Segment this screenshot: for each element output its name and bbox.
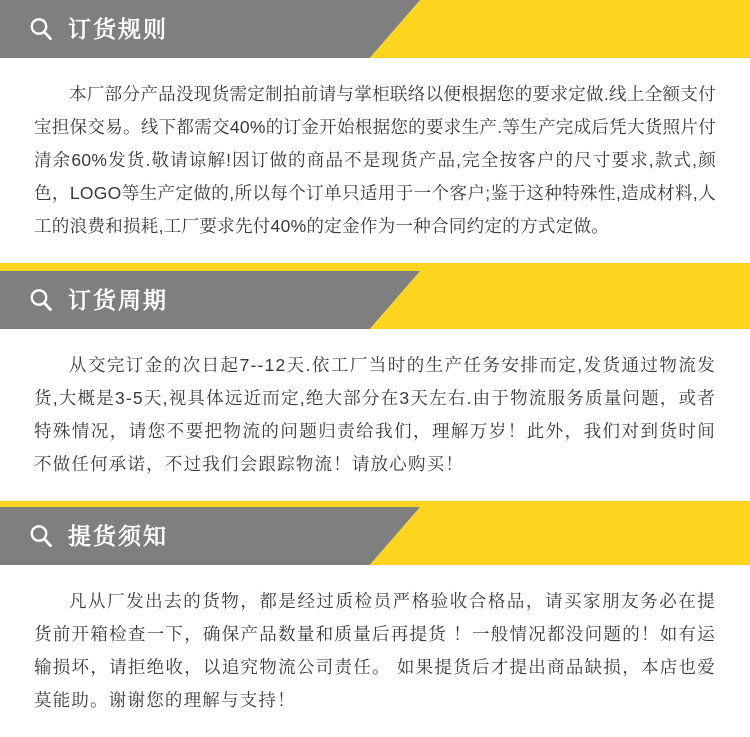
magnifier-icon — [28, 523, 54, 549]
section-order-cycle — [0, 271, 750, 501]
section-paragraph: 本厂部分产品没现货需定制拍前请与掌柜联络以便根据您的要求定做.线上全额支付宝担保交易。线下都需交40%的订金开始根据您的要求生产.等生产完成后凭大货照片付清余60%发货.敬请谅解!因订做的商品不是现货产品,完全按客户的尺寸要求,款式,颜色，LOGO等生产定做的,所以每个订单只适用于一个客户;鉴于这种特殊性,造成材料,人工的浪费和损耗,工厂要求先付40%的定金作为一种合同约定的方式定做。 — [34, 84, 716, 236]
section-title: 提货须知 — [68, 522, 168, 549]
section-paragraph: 凡从厂发出去的货物，都是经过质检员严格验收合格品，请买家朋友务必在提货前开箱检查一下，确保产品数量和质量后再提货 ！一般情况都没问题的！如有运输损坏，请拒绝收，以追究物流公司责任。 如果提货后才提出商品缺损，本店也爱莫能助。谢谢您的理解与支持！ — [34, 591, 716, 710]
section-header — [0, 507, 750, 565]
section-header — [0, 0, 750, 58]
section-order-rules — [0, 0, 750, 263]
magnifier-icon — [28, 16, 54, 42]
section-body — [0, 58, 750, 263]
section-paragraph: 从交完订金的次日起7--12天.依工厂当时的生产任务安排而定,发货通过物流发货,大概是3-5天,视具体远近而定,绝大部分在3天左右.由于物流服务质量问题，或者特殊情况，请您不要把物流的问题归责给我们，理解万岁！此外，我们对到货时间不做任何承诺，不过我们会跟踪物流！请放心购买！ — [34, 355, 716, 474]
section-body — [0, 329, 750, 501]
section-title: 订货规则 — [68, 15, 168, 42]
header-content — [0, 271, 168, 329]
divider-yellow — [0, 263, 750, 271]
header-content — [0, 507, 168, 565]
section-body — [0, 565, 750, 737]
magnifier-icon — [28, 287, 54, 313]
section-header — [0, 271, 750, 329]
section-title: 订货周期 — [68, 286, 168, 313]
header-content — [0, 0, 168, 58]
section-pickup-notice — [0, 507, 750, 737]
